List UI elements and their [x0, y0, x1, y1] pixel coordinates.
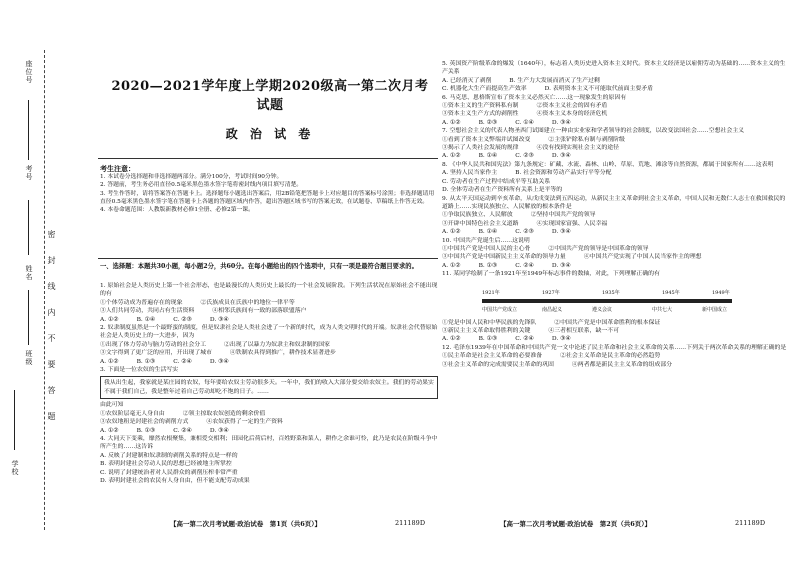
- footer-left-code: 211189D: [395, 519, 426, 527]
- question-option: ①党是中国人民和中华民族的先锋队: [442, 319, 537, 326]
- answer-choice: B. ①③: [478, 262, 498, 269]
- question-stem: 5. 英国资产阶级革命的爆发（1640年），标志着人类历史进入资本主义时代。资本主义经济是以雇佣劳动为基础的……资本主义的生产关系: [442, 61, 786, 76]
- answer-choice: C. ②③: [515, 229, 534, 236]
- answer-choice: C. ②④: [173, 427, 192, 434]
- question-option: A. 反映了封建制和奴隶制的剥削关系的特点是一样的: [100, 452, 238, 459]
- name-label: 姓名: [25, 265, 33, 281]
- timeline-event: 新中国成立: [702, 306, 728, 313]
- footer-right: 【高一第二次月考试题·政治试卷 第2页（共6页）】: [500, 520, 652, 528]
- timeline-year: 1935年: [602, 289, 620, 296]
- notice-bottom-rule: [98, 258, 438, 259]
- question-option: ②中国共产党的领导是中国革命的领导: [548, 245, 649, 252]
- answer-choice: A. ①②: [442, 262, 461, 269]
- answer-choice: B. ①④: [478, 153, 498, 160]
- question-tail: 由此可知: [100, 402, 124, 409]
- question-option: ④相邻氏族间有一致的部落联盟落户: [212, 308, 307, 315]
- question-option: ③开辟中国特色社会主义道路: [442, 220, 519, 227]
- question-option: ③新民主主义革命取得胜利的关键: [442, 327, 531, 334]
- answer-choice: A. ①②: [442, 119, 461, 126]
- exam-title: 2020—2021学年度上学期2020级高一第二次月考试题: [111, 79, 429, 113]
- school-label: 学校: [11, 460, 19, 476]
- exam-notice: [100, 165, 435, 214]
- notice-top-rule: [98, 158, 438, 159]
- question-option: ①个体劳动成为普遍存在的现象: [100, 299, 183, 306]
- question-stem: 4. 大同天下变乘，靡然农根聚集，兼相爱交相利；田园化后荷后村，百姓野菜和菜人，耕作之余谁可怜，此乃是农民在阶级斗争中所产生的……这告诉: [100, 435, 438, 451]
- question-option: ①看到了资本主义弊端并试图改变: [442, 136, 531, 143]
- question-option: ②主张铲除私有制与剥削阶级: [548, 136, 625, 143]
- timeline-year: 1927年: [542, 289, 560, 296]
- section-heading: 一、选择题：本题共30小题，每小题2分，共60分。在每小题给出的四个选项中，只有一项是最符合题目要求的。: [100, 263, 418, 270]
- question-option: C. 劳动者在生产过程中结成平等互助关系: [442, 178, 551, 185]
- notice-item: 3. 考生作答时，请将答案答在答题卡上。选择题每小题选出答案后，用2B铅笔把答题卡上对应题目的答案标号涂黑；非选择题请用直径0.5毫米黑色墨水签字笔在答题卡上各题的答题区域内作答，超出答题区域书写的答案无效，在试题卷、草稿纸上作答无效。: [100, 190, 435, 205]
- question-stem: 6. 马克思、恩格斯宣布了资本主义必然灭亡……这一现象发生的原因有: [442, 94, 627, 101]
- question-option: B. 社会资源和劳动产品实行平等分配: [515, 170, 612, 177]
- question-option: ③揭示了人类社会发展的规律: [442, 145, 519, 152]
- question-option: ④铁制农具得到推广，耕作技术显著进步: [229, 350, 336, 357]
- question-option: ③社会主义革命的完成需要民主革命的巩固: [442, 361, 554, 368]
- timeline-year: 1949年: [712, 289, 730, 296]
- answer-choice: D. ③④: [551, 336, 571, 343]
- answer-choice: B. ①④: [478, 229, 498, 236]
- question-stem: 3. 下面是一位农奴的生活写实: [100, 367, 179, 374]
- answer-choice: C. ①④: [515, 119, 534, 126]
- answer-choice: B. ①④: [136, 316, 156, 323]
- name-line: [28, 200, 29, 255]
- timeline-bar: [482, 299, 732, 303]
- answer-choice: B. ②③: [478, 119, 498, 126]
- question-stem: 7. 空想社会主义的代表人物圣西门试图建立一种由实业家和学者领导的社会制度，以改变法国社会……空想社会主义: [442, 128, 745, 135]
- footer-left: 【高一第二次月考试题·政治试卷 第1页（共6页）】: [170, 520, 322, 528]
- footer-right-code: 211189D: [735, 519, 766, 527]
- answer-choice: B. ①③: [478, 336, 498, 343]
- answer-choice: D. ③④: [209, 316, 229, 323]
- question-option: ①资本主义的生产资料私有制: [442, 103, 519, 110]
- question-option: D. 表明资本主义不可能取代前面主要矛盾: [544, 86, 654, 93]
- question-option: ②出现了以暴力为奴隶主和奴隶制的国家: [224, 341, 331, 348]
- question-option: ②领主掠取农奴创造的剩余价值: [182, 410, 266, 417]
- question-option: C. 机器化大生产而提高生产效率: [442, 86, 527, 93]
- question-stem: 10. 中国共产党诞生后……这说明: [442, 237, 530, 244]
- answer-choice: D. ③④: [209, 427, 229, 434]
- seat-label: 座位号: [25, 60, 33, 84]
- binding-strip: [2, 40, 72, 540]
- question-option: B. 生产力大发展而消灭了生产过剩: [509, 77, 600, 84]
- seal-dashed-line: [44, 50, 45, 530]
- exam-id-label: 考号: [25, 165, 33, 181]
- question-option: ④中国共产党实现了中国人民当家作主的理想: [583, 254, 702, 261]
- question-option: B. 表明封建社会劳动人民的思想已经被地主所掌控: [100, 461, 232, 468]
- timeline-event: 南昌起义: [542, 306, 563, 313]
- answer-choice: B. ①③: [136, 358, 156, 365]
- answer-choice: D. ③④: [209, 358, 229, 365]
- notice-heading: 考生注意：: [100, 164, 135, 173]
- exam-id-line: [28, 100, 29, 160]
- subject-title: 政 治 试 卷: [225, 127, 315, 141]
- answer-choice: A. ①②: [100, 427, 119, 434]
- answer-choice: A. ①②: [442, 229, 461, 236]
- question-option: ④实现国家富强、人民幸福: [536, 220, 608, 227]
- notice-item: 1. 本试卷分选择题和非选择题两部分。满分100分，考试时间90分钟。: [100, 174, 283, 181]
- question-stem: 12. 毛泽东1939年在中国革命和中国共产党一文中论述了民主革命和社会主义革命的关系……下列关于两次革命关系的理解正确的是: [442, 344, 787, 351]
- answer-choice: D. ③④: [551, 119, 571, 126]
- timeline-event: 遵义会议: [592, 306, 613, 313]
- question-option: ②氏族成员在氏族中的地位一律平等: [200, 299, 295, 306]
- question-option: ②中国共产党是中国革命胜利的根本保证: [554, 319, 661, 326]
- class-line: [28, 290, 29, 345]
- question-option: ①农奴阶层毫无人身自由: [100, 410, 165, 417]
- question-stem: 1. 原始社会是人类历史上第一个社会形态，也是最漫长的人类历史上最长的一个社会发展阶段。下列生活状况在原始社会不能出现的有: [100, 283, 438, 298]
- question-option: ④三者相互联系，缺一不可: [548, 327, 620, 334]
- question-option: ②坚持中国共产党的领导: [530, 212, 596, 219]
- school-line: [14, 390, 15, 450]
- question-option: ④农奴获得了一定的生产资料: [206, 419, 283, 426]
- answer-choice: D. ③④: [551, 262, 571, 269]
- question-option: ③文字得到了更广泛的应用，开出现了城市: [100, 350, 212, 357]
- seal-notice: 密封线内不要答题: [47, 230, 56, 438]
- answer-choice: A. ①②: [100, 358, 119, 365]
- question-stem: 11. 某同学绘制了一条1921年至1949年标志事件的数轴，对此，下列理解正确的有: [442, 271, 660, 278]
- question-option: D. 表明封建社会的农民有人身自由，但不能支配劳动成果: [100, 477, 250, 484]
- question-option: A. 已经消灭了剥削: [442, 77, 492, 84]
- question-option: ③资本主义生产方式的剥削性: [442, 111, 519, 118]
- timeline-event: 中共七大: [652, 306, 673, 313]
- question-option: ④两者都是新民主主义革命的组成部分: [571, 361, 673, 368]
- answer-choice: C. ②④: [173, 358, 192, 365]
- answer-choice: C. ②③: [515, 153, 534, 160]
- question-option: ①民主革命是社会主义革命的必要准备: [442, 353, 543, 360]
- right-questions: [442, 60, 787, 369]
- question-option: ③中国共产党是中国新民主主义革命的领导力量: [442, 254, 566, 261]
- history-timeline: [442, 281, 787, 317]
- question-option: D. 全体劳动者在生产资料所有关系上是平等的: [442, 187, 563, 194]
- question-stem: 8. 《中华人民共和国宪法》第九条规定：矿藏、水流、森林、山岭、草原、荒地、滩涂等自然资源，都属于国家所有……这表明: [442, 161, 774, 168]
- question-stem: 9. 从太平天国运动到辛亥革命，从戊戌变法到五四运动，从新民主主义革命到社会主义革命，中国人民和无数仁人志士在救国救民的道路上……实现民族独立、人民解放的根本条件是: [442, 195, 786, 210]
- question-option: C. 说明了封建统治者对人民群众的剥削压榨非常严重: [100, 469, 238, 476]
- answer-choice: D. ③④: [551, 153, 571, 160]
- question-option: ②资本主义社会的固有矛盾: [536, 103, 608, 110]
- answer-choice: C. ②④: [515, 336, 534, 343]
- notice-item: 2. 答题前，考生务必用直径0.5毫米黑色墨水签字笔将密封线内项目填写清楚。: [100, 182, 303, 189]
- answer-choice: A. ①②: [100, 316, 119, 323]
- question-option: A. 坚持人民当家作主: [442, 170, 498, 177]
- quote-box: 我从出生起，我家就是某庄园的农奴，每年要给农奴主劳动很多天。一年中，我们的收入大部分要交给农奴主。我们的劳动果实不属于我们自己，我是整年过着自己劳动却吃不饱的日子。……: [100, 376, 438, 399]
- question-option: ④资本主义本身的经济危机: [536, 111, 608, 118]
- timeline-event: 中国共产党成立: [482, 306, 518, 313]
- left-questions: [100, 282, 438, 485]
- answer-choice: C. ②④: [515, 262, 534, 269]
- question-option: ①争取民族独立、人民解放: [442, 212, 513, 219]
- answer-choice: A. ①②: [442, 336, 461, 343]
- answer-choice: C. ②③: [173, 316, 192, 323]
- answer-choice: D. ③④: [551, 229, 571, 236]
- timeline-year: 1945年: [662, 289, 680, 296]
- timeline-year: 1921年: [482, 289, 500, 296]
- question-option: ③人们共同劳动，共同占有生活资料: [100, 308, 195, 315]
- question-stem: 2. 奴隶制度虽然是一个最野蛮的制度，但是奴隶社会是人类社会进了一个新的时代，成为人类文明时代的开端。奴隶社会代替原始社会是人类历史上的一大进步，因为: [100, 325, 438, 340]
- question-option: ②社会主义革命是民主革命的必然趋势: [560, 353, 661, 360]
- question-option: ①出现了体力劳动与脑力劳动的社会分工: [100, 341, 207, 348]
- question-option: ①中国共产党是中国人民的主心骨: [442, 245, 531, 252]
- answer-choice: B. ①③: [136, 427, 156, 434]
- question-option: ③农奴地租是封建社会的剥削方式: [100, 419, 189, 426]
- answer-choice: A. ①②: [442, 153, 461, 160]
- notice-item: 4. 本卷命题范围：人教版新教材必修1全册、必修2第一课。: [100, 207, 254, 214]
- class-label: 班级: [25, 350, 33, 366]
- question-option: ④没有找到实现社会主义的途径: [536, 145, 620, 152]
